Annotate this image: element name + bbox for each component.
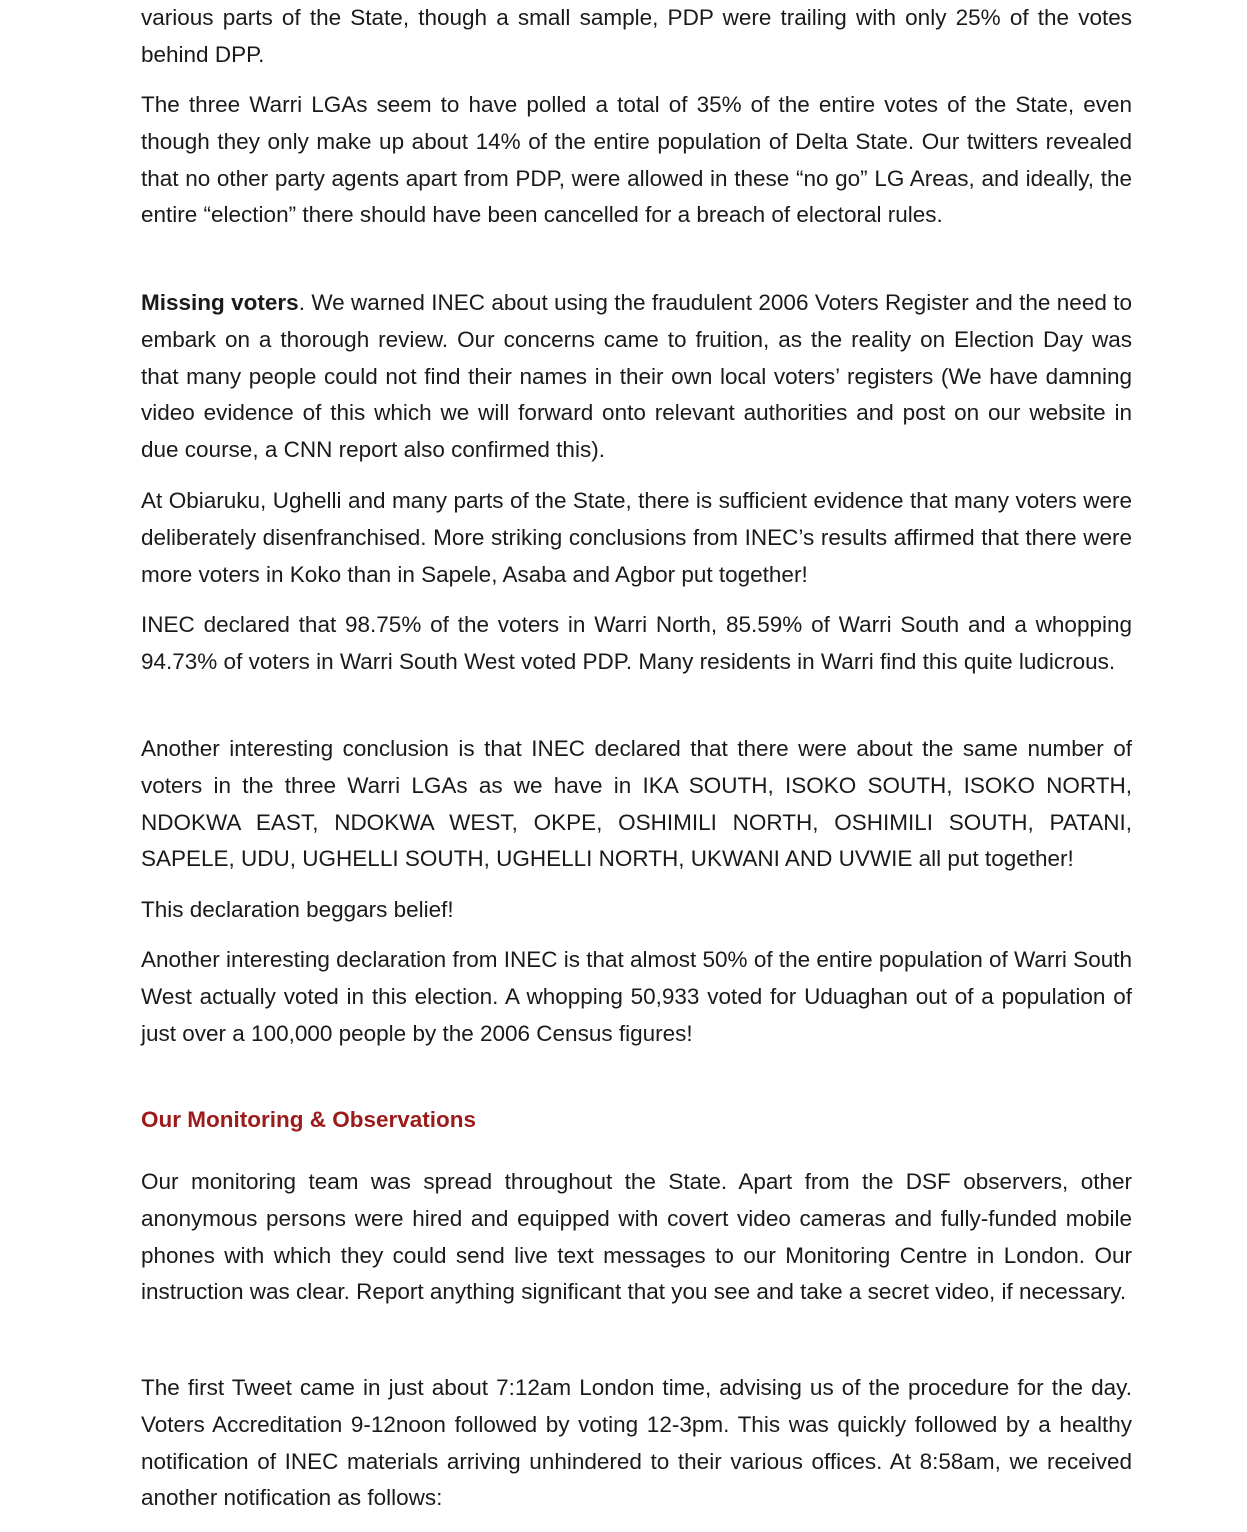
paragraph-first-tweet: The first Tweet came in just about 7:12am London time, advising us of the procedure for the day. Voters Accreditation 9-12noon followed by voting 12-3pm. This was quickly followed by a healthy notification of INEC materials arriving unhindered to their various offices. At 8:58am, we received another notification as follows: (141, 1375, 1132, 1511)
paragraph-warri-south-west: Another interesting declaration from INEC is that almost 50% of the entire population of Warri South West actually voted in this election. A whopping 50,933 voted for Uduaghan out of a population of just over a 100,000 people by the 2006 Census figures! (141, 947, 1132, 1046)
paragraph-dpp-sample: various parts of the State, though a small sample, PDP were trailing with only 25% of the votes behind DPP. (141, 5, 1132, 67)
paragraph-inec-percentages: INEC declared that 98.75% of the voters in Warri North, 85.59% of Warri South and a whopping 94.73% of voters in Warri South West voted PDP. Many residents in Warri find this quite ludicrous. (141, 612, 1132, 674)
paragraph-monitoring-team: Our monitoring team was spread throughout the State. Apart from the DSF observers, other anonymous persons were hired and equipped with covert video cameras and fully-funded mobile phones with which they could send live text messages to our Monitoring Centre in London. Our instruction was clear. Report anything significant that you see and take a secret video, if necessary. (141, 1169, 1132, 1305)
paragraph-obiaruku: At Obiaruku, Ughelli and many parts of the State, there is sufficient evidence that many voters were deliberately disenfranchised. More striking conclusions from INEC’s results affirmed that there were more voters in Koko than in Sapele, Asaba and Agbor put together! (141, 488, 1132, 587)
paragraph-missing-voters (141, 285, 1132, 469)
missing-voters-lead: Missing voters (141, 290, 299, 315)
paragraph-warri-lgas: The three Warri LGAs seem to have polled a total of 35% of the entire votes of the State, even though they only make up about 14% of the entire population of Delta State. Our twitters revealed that no other party agents apart from PDP, were allowed in these “no go” LG Areas, and ideally, the entire “election” there should have been cancelled for a breach of electoral rules. (141, 92, 1132, 228)
paragraph-beggars-belief: This declaration beggars belief! (141, 897, 454, 922)
missing-voters-body: . We warned INEC about using the fraudulent 2006 Voters Register and the need to embark on a thorough review. Our concerns came to fruition, as the reality on Election Day was that many people could not find their names in their own local voters’ registers (We have damning video evidence of this which we will forward onto relevant authorities and post on our website in due course, a CNN report also confirmed this). (141, 290, 1132, 463)
paragraph-same-number-voters: Another interesting conclusion is that INEC declared that there were about the same number of voters in the three Warri LGAs as we have in IKA SOUTH, ISOKO SOUTH, ISOKO NORTH, NDOKWA EAST, NDOKWA WEST, OKPE, OSHIMILI NORTH, OSHIMILI SOUTH, PATANI, SAPELE, UDU, UGHELLI SOUTH, UGHELLI NORTH, UKWANI AND UVWIE all put together! (141, 736, 1132, 872)
section-heading: Our Monitoring & Observations (141, 1107, 477, 1132)
